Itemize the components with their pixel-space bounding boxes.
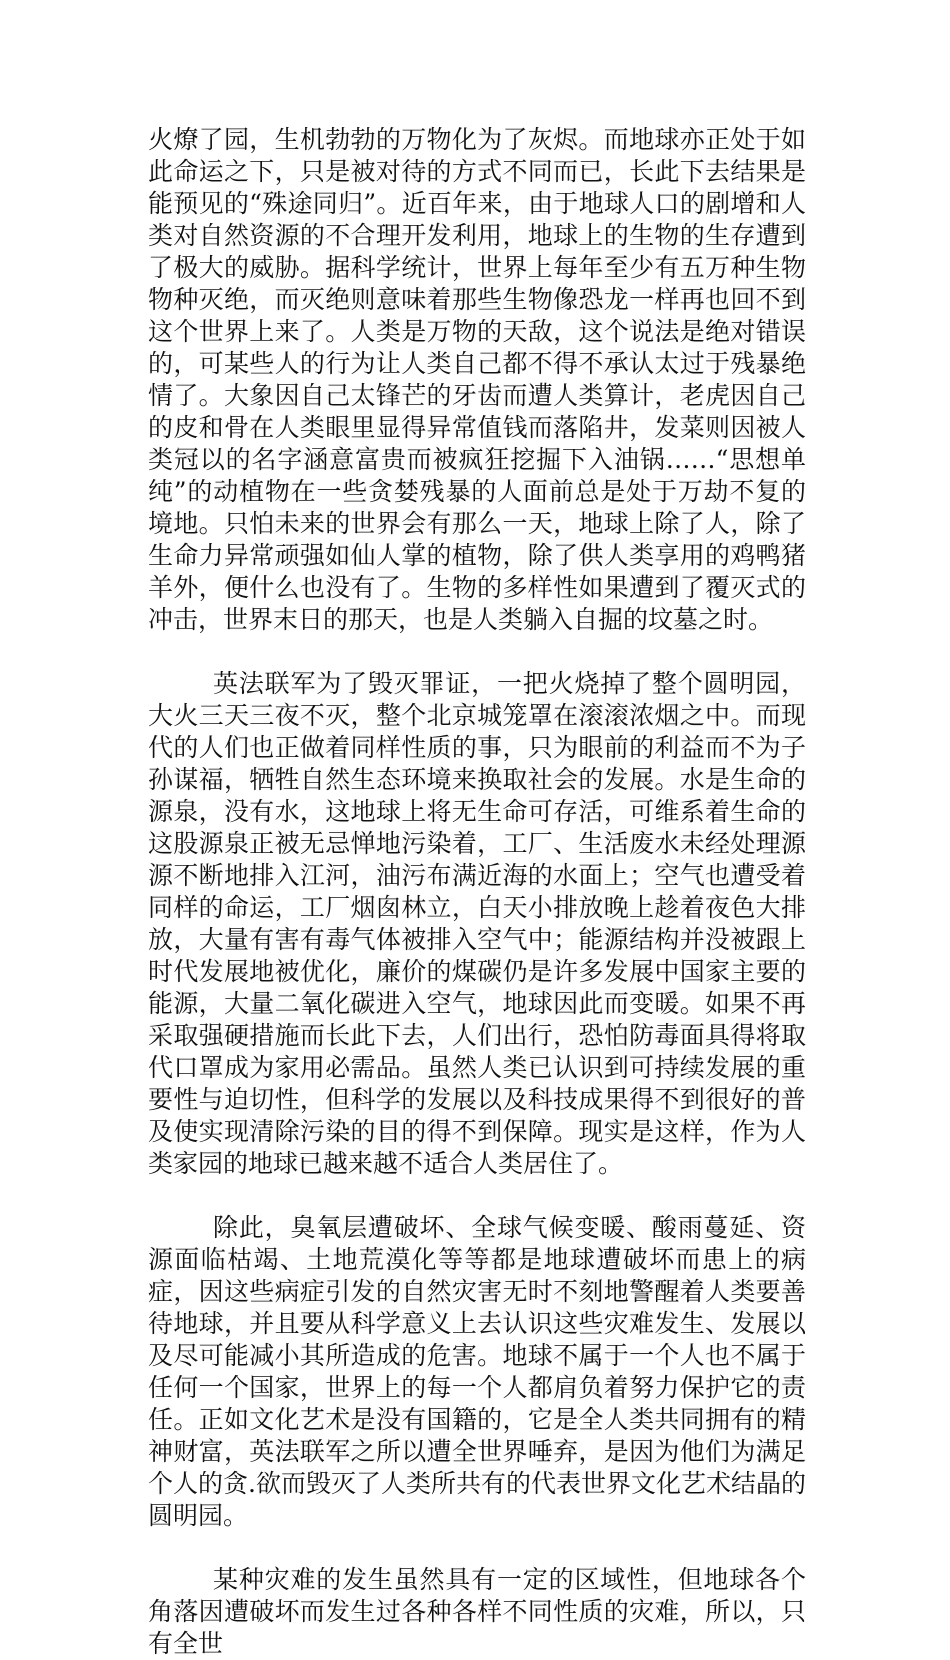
paragraph-1: 火燎了园，生机勃勃的万物化为了灰烬。而地球亦正处于如此命运之下，只是被对待的方式不同而已，长此下去结果是能预见的“殊途同归”。近百年来，由于地球人口的剧增和人类对自然资源的不合理开发利用，地球上的生物的生存遭到了极大的威胁。据科学统计，世界上每年至少有五万种生物物种灭绝，而灭绝则意味着那些生物像恐龙一样再也回不到这个世界上来了。人类是万物的天敌，这个说法是绝对错误的，可某些人的行为让人类自己都不得不承认太过于残暴绝情了。大象因自己太锋芒的牙齿而遭人类算计，老虎因自己的皮和骨在人类眼里显得异常值钱而落陷井，发菜则因被人类冠以的名字涵意富贵而被疯狂挖掘下入油锅……“思想单纯”的动植物在一些贪婪残暴的人面前总是处于万劫不复的境地。只怕未来的世界会有那么一天，地球上除了人，除了生命力异常顽强如仙人掌的植物，除了供人类享用的鸡鸭猪羊外，便什么也没有了。生物的多样性如果遭到了覆灭式的冲击，世界末日的那天，也是人类躺入自掘的坟墓之时。 xyxy=(148,125,806,634)
paragraph-gap xyxy=(148,1532,806,1564)
document-page xyxy=(148,124,806,1660)
paragraph-3: 除此，臭氧层遭破坏、全球气候变暖、酸雨蔓延、资源面临枯竭、土地荒漠化等等都是地球遭破坏而患上的病症，因这些病症引发的自然灾害无时不刻地警醒着人类要善待地球，并且要从科学意义上去认识这些灾难发生、发展以及尽可能减小其所造成的危害。地球不属于一个人也不属于任何一个国家，世界上的每一个人都肩负着努力保护它的责任。正如文化艺术是没有国籍的，它是全人类共同拥有的精神财富，英法联军之所以遭全世界唾弃，是因为他们为满足个人的贪.欲而毁灭了人类所共有的代表世界文化艺术结晶的圆明园。 xyxy=(148,1213,806,1530)
paragraph-2: 英法联军为了毁灭罪证，一把火烧掉了整个圆明园，大火三天三夜不灭，整个北京城笼罩在滚滚浓烟之中。而现代的人们也正做着同样性质的事，只为眼前的利益而不为子孙谋福，牺牲自然生态环境来换取社会的发展。水是生命的源泉，没有水，这地球上将无生命可存活，可维系着生命的这股源泉正被无忌惮地污染着，工厂、生活废水未经处理源源不断地排入江河，油污布满近海的水面上；空气也遭受着同样的命运，工厂烟囱林立，白天小排放晚上趁着夜色大排放，大量有害有毒气体被排入空气中；能源结构并没被跟上时代发展地被优化，廉价的煤碳仍是许多发展中国家主要的能源，大量二氧化碳进入空气，地球因此而变暖。如果不再采取强硬措施而长此下去，人们出行，恐怕防毒面具得将取代口罩成为家用必需品。虽然人类已认识到可持续发展的重要性与迫切性，但科学的发展以及科技成果得不到很好的普及使实现清除污染的目的得不到保障。现实是这样，作为人类家园的地球已越来越不适合人类居住了。 xyxy=(148,669,806,1178)
paragraph-gap xyxy=(148,636,806,668)
paragraph-4: 某种灾难的发生虽然具有一定的区域性，但地球各个角落因遭破坏而发生过各种各样不同性质的灾难，所以，只有全世 xyxy=(148,1565,806,1658)
paragraph-gap xyxy=(148,1180,806,1212)
